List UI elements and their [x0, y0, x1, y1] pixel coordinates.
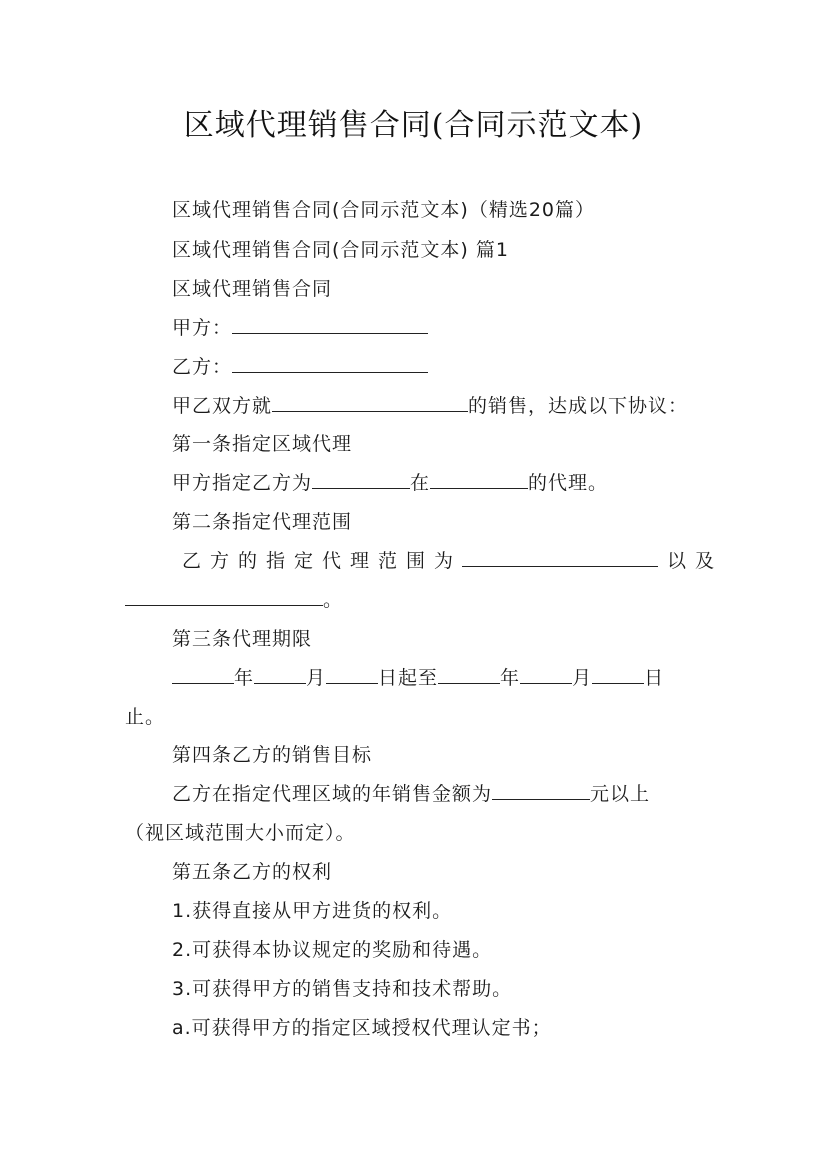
party-b-line [172, 353, 428, 381]
agent-type-blank [312, 470, 410, 489]
right-item-1: 1.获得直接从甲方进货的权利。 [172, 900, 453, 922]
end-month-label: 月 [572, 667, 593, 689]
scope-blank-1 [462, 548, 658, 567]
article-2-body [182, 547, 723, 575]
start-month-label: 月 [306, 667, 327, 689]
article-4-text-1: 乙方在指定代理区域的年销售金额为 [172, 783, 493, 805]
article-1-heading: 第一条指定区域代理 [172, 433, 353, 455]
party-a-label: 甲方： [172, 317, 233, 339]
end-day-blank [592, 665, 644, 684]
agreement-line [172, 392, 688, 420]
article-1-text-1: 甲方指定乙方为 [172, 472, 313, 494]
article-2-text-2: 以及 [667, 550, 724, 572]
document-title: 区域代理销售合同(合同示范文本) [183, 108, 644, 143]
doc-subtitle: 区域代理销售合同(合同示范文本)（精选20篇） [172, 199, 596, 221]
article-5-heading: 第五条乙方的权利 [172, 861, 333, 883]
article-4-heading: 第四条乙方的销售目标 [172, 744, 373, 766]
article-3-body [172, 664, 664, 692]
article-4-body-cont: （视区域范围大小而定）。 [125, 822, 356, 844]
article-2-heading: 第二条指定代理范围 [172, 511, 353, 533]
article-4-body [172, 780, 650, 808]
article-3-heading: 第三条代理期限 [172, 628, 313, 650]
region-blank [430, 470, 528, 489]
end-year-blank [438, 665, 500, 684]
party-a-line [172, 314, 428, 342]
agreement-text-2: 的销售，达成以下协议： [468, 395, 689, 417]
scope-blank-2 [125, 587, 323, 606]
start-month-blank [254, 665, 306, 684]
article-2-period: 。 [323, 589, 344, 611]
start-day-blank [326, 665, 378, 684]
agreement-text-1: 甲乙双方就 [172, 395, 273, 417]
start-year-blank [172, 665, 234, 684]
article-2-body-cont [125, 586, 343, 614]
article-4-text-2: 元以上 [590, 783, 651, 805]
start-day-label: 日起至 [378, 667, 439, 689]
right-item-2: 2.可获得本协议规定的奖励和待遇。 [172, 939, 493, 961]
end-year-label: 年 [500, 667, 521, 689]
start-year-label: 年 [234, 667, 255, 689]
article-1-body [172, 469, 608, 497]
end-day-label: 日 [644, 667, 665, 689]
right-item-3: 3.可获得甲方的销售支持和技术帮助。 [172, 978, 513, 1000]
article-2-text-1: 乙方的指定代理范围为 [182, 550, 463, 572]
article-3-body-cont: 止。 [125, 706, 166, 728]
contract-name: 区域代理销售合同 [172, 278, 333, 300]
sales-amount-blank [492, 781, 590, 800]
product-blank [272, 393, 468, 412]
article-1-text-3: 的代理。 [528, 472, 609, 494]
party-b-blank [232, 354, 428, 373]
right-item-3a: a.可获得甲方的指定区域授权代理认定书； [172, 1017, 552, 1039]
article-1-text-2: 在 [410, 472, 431, 494]
party-b-label: 乙方： [172, 356, 233, 378]
party-a-blank [232, 315, 428, 334]
end-month-blank [520, 665, 572, 684]
section-heading: 区域代理销售合同(合同示范文本) 篇1 [172, 239, 509, 261]
